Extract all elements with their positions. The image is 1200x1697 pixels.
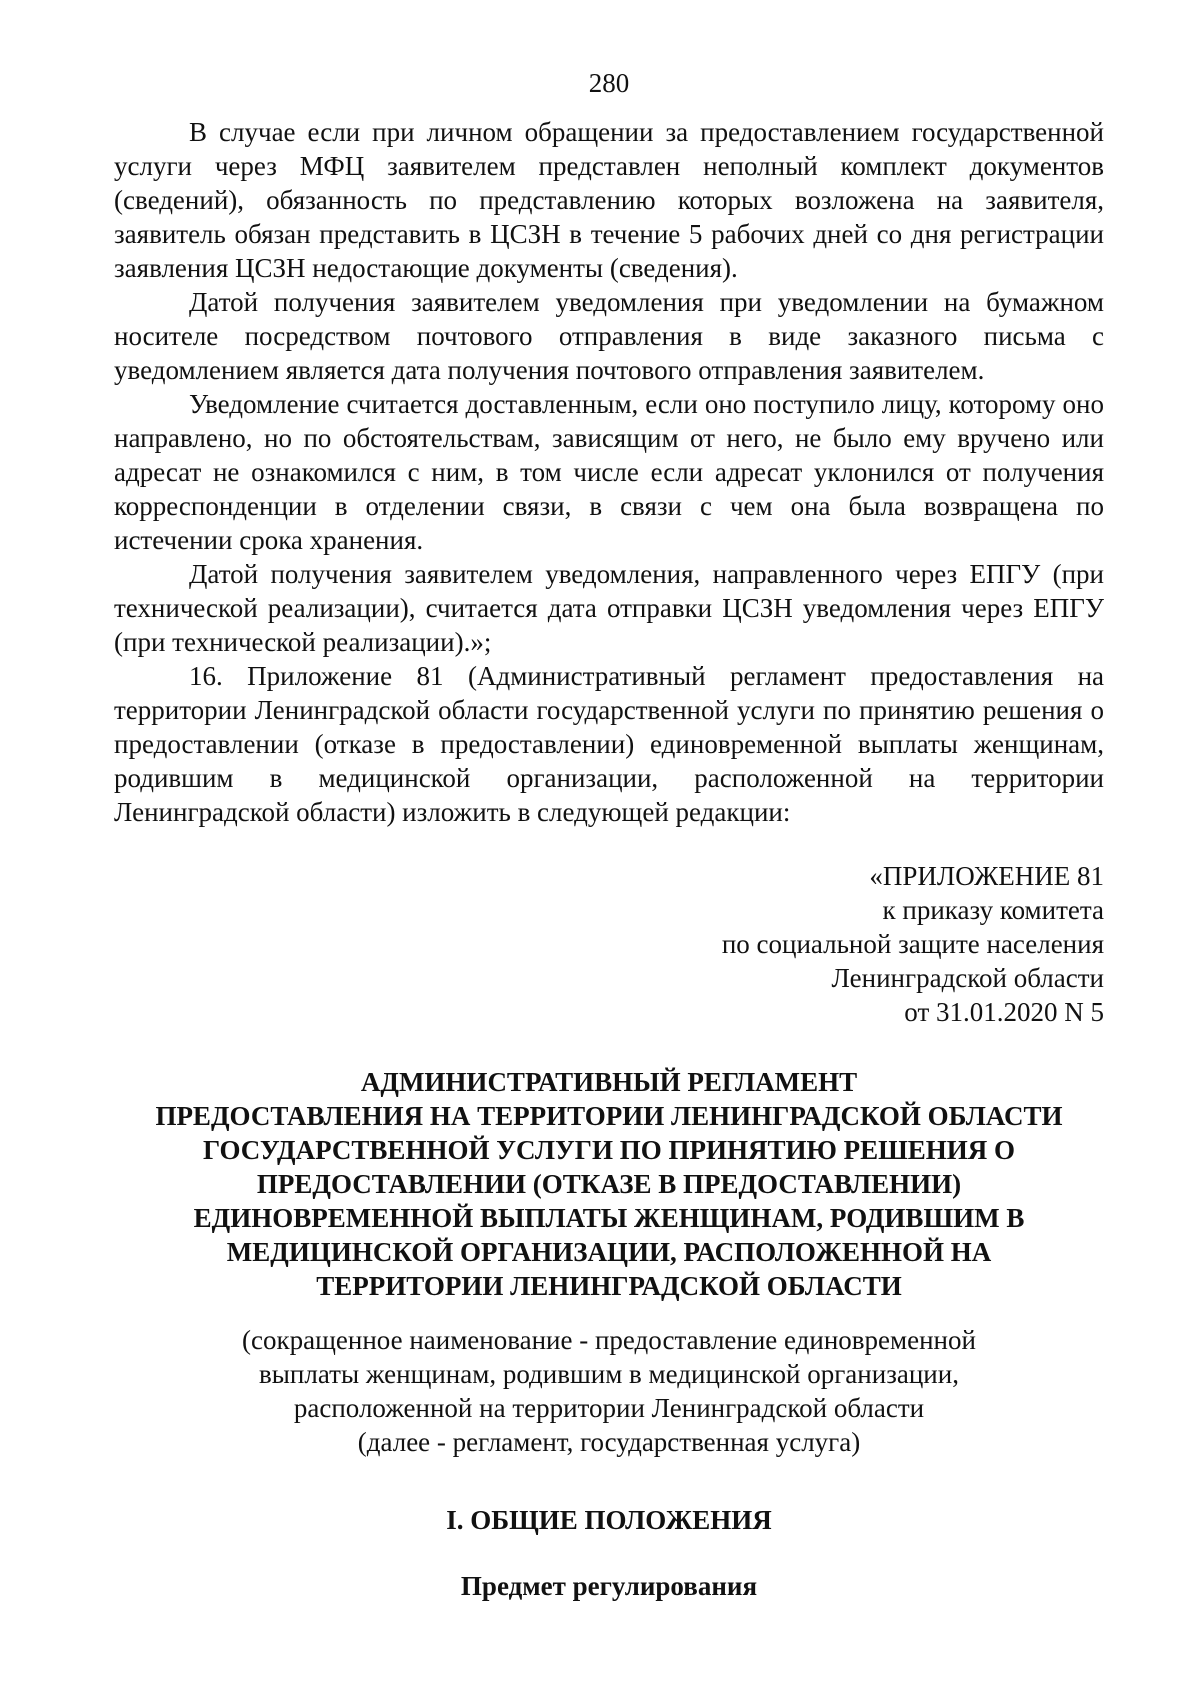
- title-line: ГОСУДАРСТВЕННОЙ УСЛУГИ ПО ПРИНЯТИЮ РЕШЕНИЯ О: [202, 1135, 1016, 1165]
- appendix-committee: по социальной защите населения: [721, 929, 1104, 959]
- appendix-region: Ленинградской области: [831, 963, 1104, 993]
- appendix-header: [114, 859, 1104, 1029]
- title-line: ПРЕДОСТАВЛЕНИЯ НА ТЕРРИТОРИИ ЛЕНИНГРАДСКОЙ ОБЛАСТИ: [155, 1101, 1063, 1131]
- paragraph-incomplete-documents: В случае если при личном обращении за предоставлением государственной услуги через МФЦ заявителем представлен неполный комплект документов (сведений), обязанность по представлению которых возложена на заявителя, заявитель обязан представить в ЦСЗН в течение 5 рабочих дней со дня регистрации заявления ЦСЗН недостающие документы (сведения).: [114, 117, 1104, 283]
- appendix-order-ref: к приказу комитета: [882, 895, 1104, 925]
- sub-heading: Предмет регулирования: [460, 1571, 758, 1601]
- short-name-line: выплаты женщинам, родившим в медицинской организации,: [259, 1359, 959, 1389]
- paragraph-appendix-81-amendment: 16. Приложение 81 (Административный регламент предоставления на территории Ленинградской области государственной услуги по принятию решения о предоставлении (отказе в предоставлении) единовременной выплаты женщинам, родившим в медицинской организации, расположенной на территории Ленинградской области) изложить в следующей редакции:: [114, 661, 1104, 827]
- document-title: [114, 1065, 1104, 1303]
- paragraph-notification-delivered: Уведомление считается доставленным, если оно поступило лицу, которому оно направлено, но по обстоятельствам, зависящим от него, не было ему вручено или адресат не ознакомился с ним, в том числе если адресат уклонился от получения корреспонденции в отделении связи, в связи с чем она была возвращена по истечении срока хранения.: [114, 389, 1104, 555]
- short-name-line: (сокращенное наименование - предоставление единовременной: [242, 1325, 976, 1355]
- title-line: ТЕРРИТОРИИ ЛЕНИНГРАДСКОЙ ОБЛАСТИ: [316, 1271, 902, 1301]
- page-number: 280: [588, 68, 630, 98]
- title-line: ПРЕДОСТАВЛЕНИИ (ОТКАЗЕ В ПРЕДОСТАВЛЕНИИ): [256, 1169, 962, 1199]
- appendix-label: «ПРИЛОЖЕНИЕ 81: [869, 861, 1104, 891]
- title-line: МЕДИЦИНСКОЙ ОРГАНИЗАЦИИ, РАСПОЛОЖЕННОЙ НА: [226, 1237, 992, 1267]
- paragraph-epgu-notification: Датой получения заявителем уведомления, направленного через ЕПГУ (при технической реализации), считается дата отправки ЦСЗН уведомления через ЕПГУ (при технической реализации).»;: [114, 559, 1104, 657]
- title-line: ЕДИНОВРЕМЕННОЙ ВЫПЛАТЫ ЖЕНЩИНАМ, РОДИВШИМ В: [193, 1203, 1025, 1233]
- title-line: АДМИНИСТРАТИВНЫЙ РЕГЛАМЕНТ: [360, 1067, 858, 1097]
- appendix-date-number: от 31.01.2020 N 5: [904, 997, 1104, 1027]
- section-heading: I. ОБЩИЕ ПОЛОЖЕНИЯ: [446, 1505, 772, 1535]
- short-name-note: [114, 1323, 1104, 1459]
- short-name-line: (далее - регламент, государственная услуга): [357, 1427, 861, 1457]
- short-name-line: расположенной на территории Ленинградской области: [293, 1393, 925, 1423]
- paragraph-paper-notification: Датой получения заявителем уведомления при уведомлении на бумажном носителе посредством почтового отправления в виде заказного письма с уведомлением является дата получения почтового отправления заявителем.: [114, 287, 1104, 385]
